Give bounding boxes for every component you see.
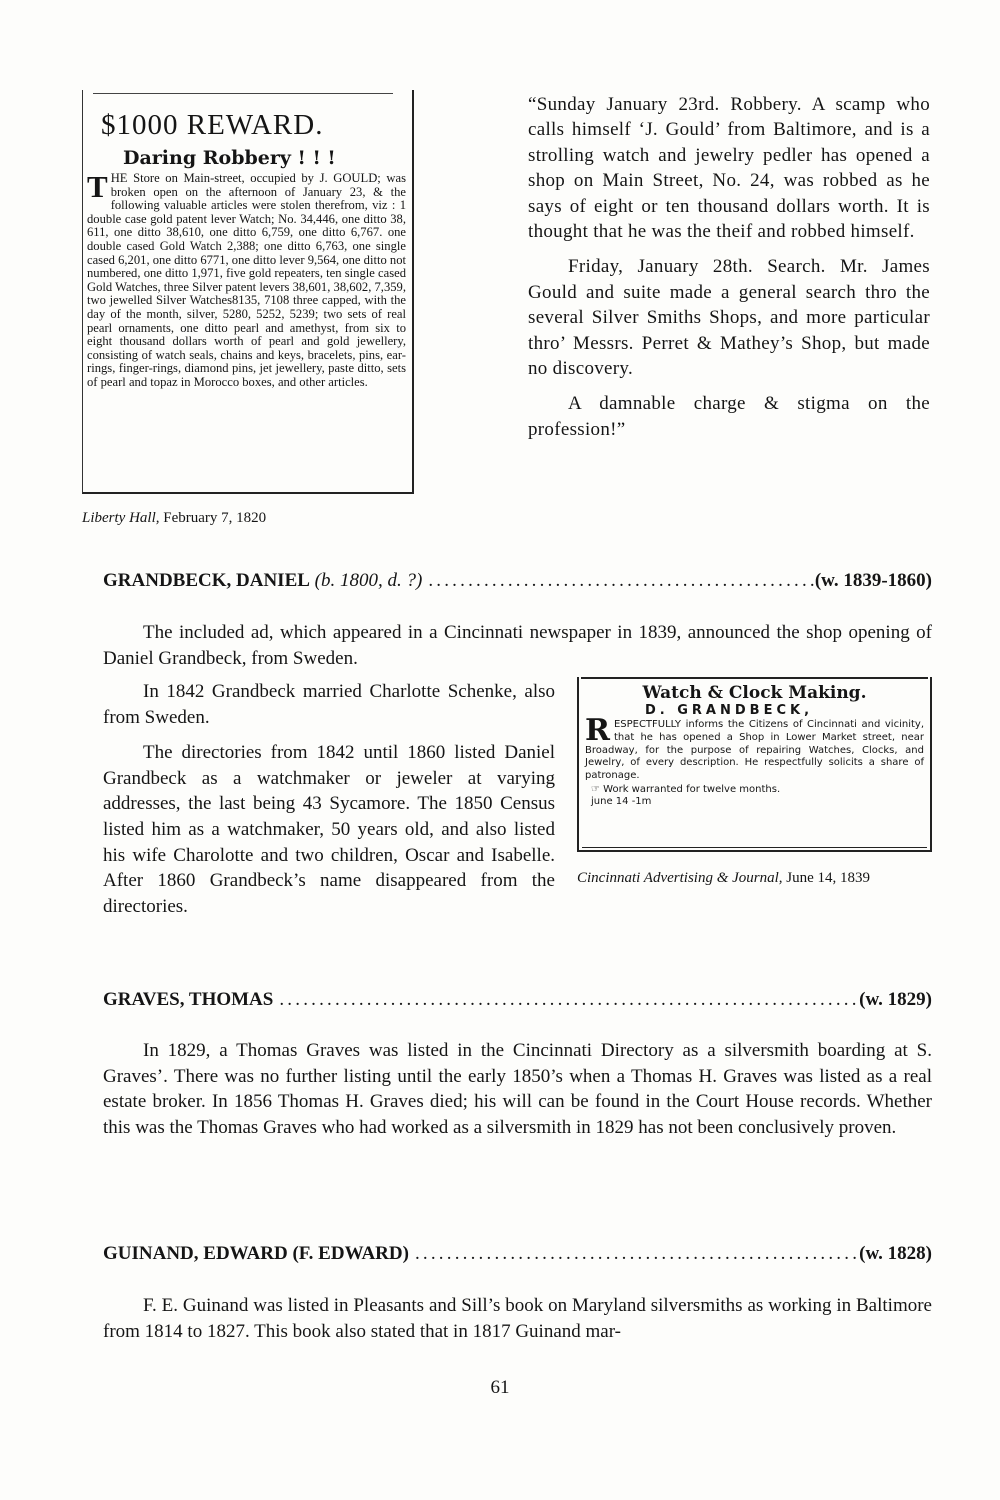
reward-drop-cap: T: [87, 169, 108, 204]
credit-publication: Cincinnati Advertising & Journal,: [577, 870, 783, 886]
entry-name: GUINAND, EDWARD (F. EDWARD): [103, 1243, 409, 1264]
clipping-bottom-rule: [582, 847, 927, 848]
grandbeck-body: [103, 679, 555, 929]
body-paragraph: F. E. Guinand was listed in Pleasants and Sill’s book on Maryland silversmiths as working in Baltimore from 1814 to 1827. This book also stated that in 1817 Guinand mar-: [103, 1295, 932, 1342]
entry-working-dates: (w. 1828): [859, 1243, 932, 1264]
entry-name: GRAVES, THOMAS: [103, 989, 274, 1010]
entry-heading-guinand: [103, 1243, 932, 1265]
clipping-top-rule: [93, 93, 393, 94]
entry-working-dates: (w. 1839-1860): [814, 570, 932, 591]
reward-clipping-credit: [82, 510, 266, 527]
grandbeck-intro: [103, 620, 932, 681]
ad-body-text: ESPECTFULLY informs the Citizens of Cincinnati and vicinity, that he has opened a Shop in Lower Market street, near Broadway, for the purpose of repairing Watches, Clocks, and Jewelry, of every description. He respectfully solicits a share of patronage.: [585, 719, 924, 782]
body-paragraph: The directories from 1842 until 1860 listed Daniel Grandbeck as a watchmaker or jeweler at varying addresses, the last being 43 Sycamore. The 1850 Census listed him as a watchmaker, 50 years old, and also listed his wife Charolotte and two children, Oscar and Isabelle. After 1860 Grandbeck’s name disappeared from the directories.: [103, 742, 555, 917]
body-paragraph: In 1829, a Thomas Graves was listed in the Cincinnati Directory as a silversmith boarding at S. Graves’. There was no further listing until the early 1850’s when a Thomas H. Graves was listed as a real estate broker. In 1856 Thomas H. Graves died; his will can be found in the Court House records. Whether this was the Thomas Graves who had worked as a silversmith in 1829 has not been conclusively proven.: [103, 1040, 932, 1138]
ad-date-mark: june 14 -1m: [591, 795, 652, 807]
ad-warranty-text: Work warranted for twelve months.: [603, 783, 781, 795]
ad-headline: Watch & Clock Making.: [642, 683, 867, 703]
reward-title: $1000 REWARD.: [101, 109, 324, 141]
ad-name: D. GRANDBECK,: [645, 703, 814, 718]
guinand-body: [103, 1293, 932, 1354]
reward-body: [87, 169, 406, 390]
quote-paragraph: Friday, January 28th. Search. Mr. James Gould and suite made a general search thro the several Silver Smiths Shops, and more particular thro’ Messrs. Perret & Mathey’s Shop, but made no discovery.: [528, 256, 930, 380]
leader-dots: [409, 1243, 859, 1265]
robbery-headline: Daring Robbery ! ! !: [123, 147, 336, 169]
ad-body: [585, 713, 924, 783]
reward-body-text: HE Store on Main-street, occupied by J. GOULD; was broken open on the afternoon of January 23, & the following valuable articles were stolen therefrom, viz : 1 double case gold patent lever Watch; No. 34,446, one ditto 38, 611, one ditto 38,610, one ditto 6,759, one ditto 6,767. one double cased Gold Watch 2,388; one ditto 6,763, one single cased 6,201, one ditto 6771, one ditto lever 9,564, one ditto not numbered, one ditto 1,971, five gold repeaters, ten single cased Gold Watches, three Silver patent levers 38,601, 38,602, 7,359, two jewelled Silver Watches8135, 7108 three capped, with the day of the month, silver, 5280, 5252, 5239; two sets of real pearl ornaments, one ditto pearl and amethyst, from six to eight thousand dollars worth of pearl and gold jewellery, consisting of watch seals, chains and keys, bracelets, pins, ear-rings, finger-rings, diamond pins, jet jewellery, paste ditto, sets of pearl and topaz in Morocco boxes, and other articles.: [87, 171, 406, 389]
quote-paragraph: A damnable charge & stigma on the profession!”: [528, 393, 930, 440]
graves-body: [103, 1038, 932, 1150]
leader-dots: [273, 989, 859, 1011]
reward-newspaper-clipping: [82, 90, 414, 494]
credit-date: June 14, 1839: [786, 870, 871, 886]
entry-working-dates: (w. 1829): [859, 989, 932, 1010]
body-paragraph: In 1842 Grandbeck married Charlotte Schenke, also from Sweden.: [103, 681, 555, 728]
body-paragraph: The included ad, which appeared in a Cincinnati newspaper in 1839, announced the shop opening of Daniel Grandbeck, from Sweden.: [103, 622, 932, 669]
ad-warranty: [591, 783, 924, 796]
leader-dots: [422, 570, 815, 592]
page-number: 61: [490, 1377, 510, 1398]
credit-publication: Liberty Hall,: [82, 510, 160, 526]
quote-paragraph: “Sunday January 23rd. Robbery. A scamp who calls himself ‘J. Gould’ from Baltimore, and is a strolling watch and jewelry pedler has opened a shop on Main Street, No. 24, was robbed as he says of eight or ten thousand dollars worth. It is thought that he was the theif and robbed himself.: [528, 94, 930, 243]
entry-heading-graves: [103, 989, 932, 1011]
diary-quote: [528, 92, 930, 452]
entry-heading-grandbeck: [103, 570, 932, 592]
ad-drop-cap: R: [585, 713, 610, 748]
pointing-hand-icon: ☞: [591, 783, 600, 795]
entry-life-dates: (b. 1800, d. ?): [314, 570, 423, 591]
credit-date: February 7, 1820: [163, 510, 267, 526]
grandbeck-ad-credit: [577, 869, 932, 888]
clipping-top-rule: [581, 677, 928, 679]
entry-name: GRANDBECK, DANIEL: [103, 570, 310, 591]
grandbeck-advertisement-clipping: [577, 677, 932, 852]
